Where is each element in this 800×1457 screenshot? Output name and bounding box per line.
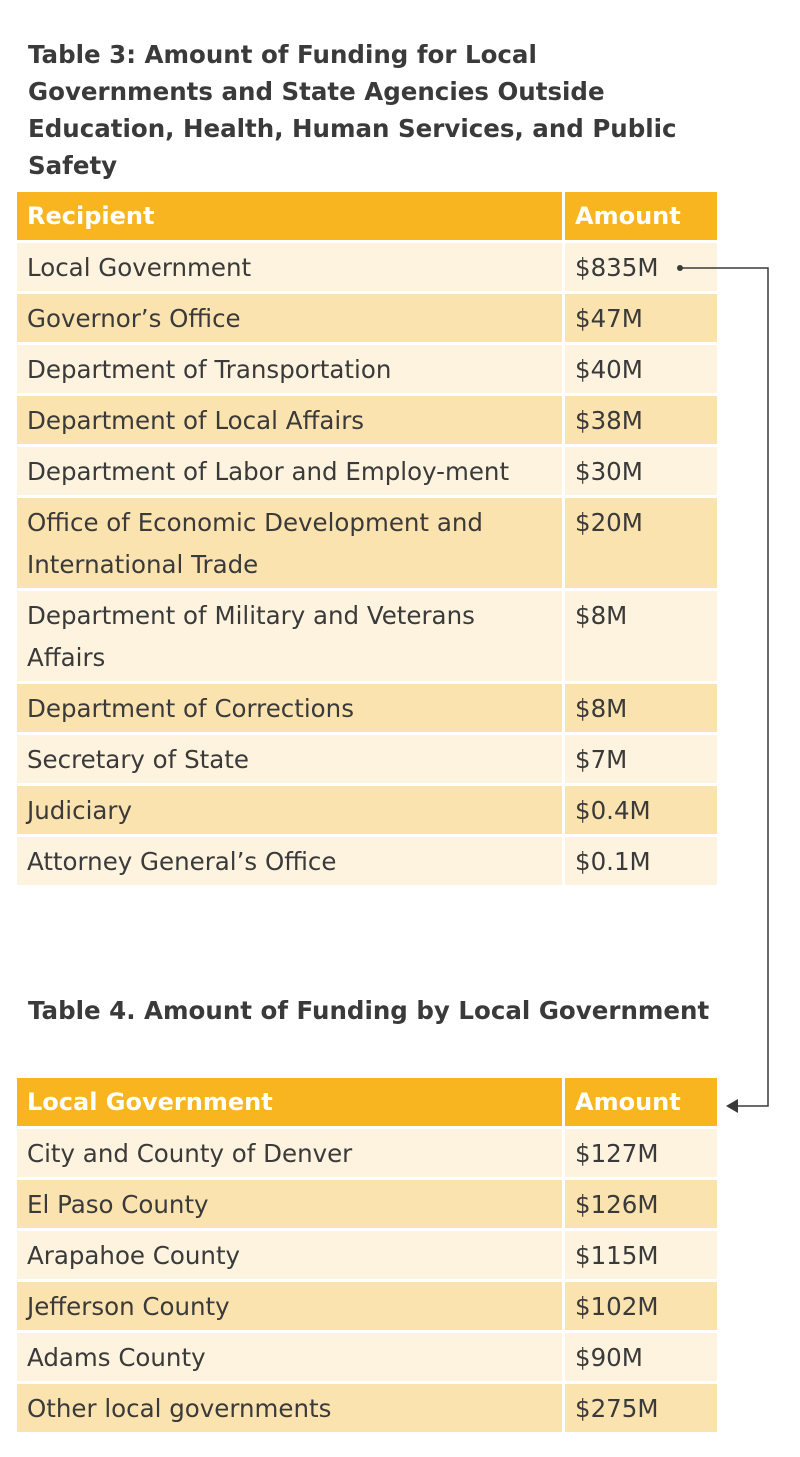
local-government-cell: City and County of Denver bbox=[17, 1129, 565, 1180]
local-government-cell: El Paso County bbox=[17, 1180, 565, 1231]
recipient-cell: Governor’s Office bbox=[17, 294, 565, 345]
amount-cell: $127M bbox=[565, 1129, 717, 1180]
amount-cell: $20M bbox=[565, 498, 717, 591]
amount-cell: $7M bbox=[565, 735, 717, 786]
recipient-cell: Department of Local Affairs bbox=[17, 396, 565, 447]
amount-cell: $115M bbox=[565, 1231, 717, 1282]
recipient-cell: Attorney General’s Office bbox=[17, 837, 565, 888]
table3-header-amount: Amount bbox=[565, 192, 717, 243]
amount-cell: $38M bbox=[565, 396, 717, 447]
table4-header-local-government: Local Government bbox=[17, 1078, 565, 1129]
table4-header-amount: Amount bbox=[565, 1078, 717, 1129]
recipient-cell: Office of Economic Development and International Trade bbox=[17, 498, 565, 591]
amount-cell: $275M bbox=[565, 1384, 717, 1435]
table4-title: Table 4. Amount of Funding by Local Government bbox=[28, 996, 710, 1025]
amount-cell: $8M bbox=[565, 591, 717, 684]
amount-cell: $90M bbox=[565, 1333, 717, 1384]
local-government-cell: Other local governments bbox=[17, 1384, 565, 1435]
amount-cell: $47M bbox=[565, 294, 717, 345]
table3-title: Table 3: Amount of Funding for Local Governments and State Agencies Outside Education, Health, Human Services, and Public Safety bbox=[28, 40, 677, 180]
amount-cell: $30M bbox=[565, 447, 717, 498]
amount-cell: $8M bbox=[565, 684, 717, 735]
amount-cell: $126M bbox=[565, 1180, 717, 1231]
recipient-cell: Department of Labor and Employ-ment bbox=[17, 447, 565, 498]
table3-header-recipient: Recipient bbox=[17, 192, 565, 243]
recipient-cell: Judiciary bbox=[17, 786, 565, 837]
recipient-cell: Department of Transportation bbox=[17, 345, 565, 396]
arrowhead-icon bbox=[726, 1099, 738, 1113]
recipient-cell: Department of Military and Veterans Affairs bbox=[17, 591, 565, 684]
amount-cell: $835M bbox=[565, 243, 717, 294]
local-government-cell: Arapahoe County bbox=[17, 1231, 565, 1282]
local-government-cell: Adams County bbox=[17, 1333, 565, 1384]
amount-cell: $0.4M bbox=[565, 786, 717, 837]
recipient-cell: Department of Corrections bbox=[17, 684, 565, 735]
amount-cell: $0.1M bbox=[565, 837, 717, 888]
connector-line bbox=[680, 268, 768, 1106]
recipient-cell: Local Government bbox=[17, 243, 565, 294]
amount-cell: $40M bbox=[565, 345, 717, 396]
amount-cell: $102M bbox=[565, 1282, 717, 1333]
local-government-cell: Jefferson County bbox=[17, 1282, 565, 1333]
recipient-cell: Secretary of State bbox=[17, 735, 565, 786]
